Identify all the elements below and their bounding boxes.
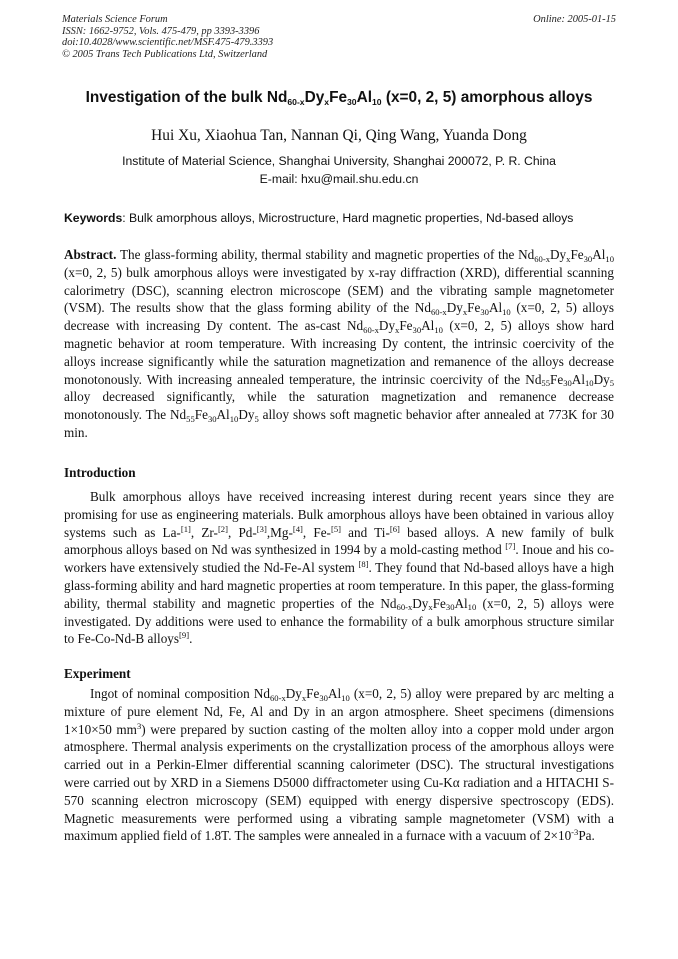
affiliation-block [30,152,648,188]
citation[interactable]: [5] [330,523,341,534]
citation[interactable]: [6] [389,523,400,534]
citation[interactable]: [2] [217,523,228,534]
citation[interactable]: [9] [179,630,190,641]
experiment-heading: Experiment [64,666,131,681]
journal-name: Materials Science Forum [62,14,168,25]
online-date: Online: 2005-01-15 [533,14,616,25]
author-list: Hui Xu, Xiaohua Tan, Nannan Qi, Qing Wang, Yuanda Dong [151,127,527,144]
citation[interactable]: [1] [180,523,191,534]
citation[interactable]: [3] [256,523,267,534]
citation[interactable]: [7] [505,541,516,552]
journal-header [62,14,616,60]
keywords-label: Keywords [64,211,123,225]
abstract-paragraph: Abstract. The glass-forming ability, thermal stability and magnetic properties of the $Nd_{60-x}Dy_xFe_{30}Al_{10}$ (x=0, 2, 5) bulk amorphous alloys were investigated by x-ray diffraction (XRD), differential scanning calorimetry (DSC), scanning electron microscope (SEM) and the vibrating sample magnetometer (VSM). The results show that the glass forming ability of the $Nd_{60-x}Dy_xFe_{30}Al_{10}$ (x=0, 2, 5) alloys decrease with increasing Dy content. The as-cast $Nd_{60-x}Dy_xFe_{30}Al_{10}$ (x=0, 2, 5) alloys show hard magnetic behavior at room temperature. With increasing Dy content, the intrinsic coercivity of the alloys increase significantly while the saturation magnetization and remanence of the alloys decrease monotonously. With increasing annealed temperature, the intrinsic coercivity of the $Nd_{55}Fe_{30}Al_{10}Dy_5$ alloy decreased significantly, while the saturation magnetization and remanence decrease monotonously. The $Nd_{55}Fe_{30}Al_{10}Dy_5$ alloy shows soft magnetic behavior after annealed at 773K for 30 min. [64,247,614,440]
experiment-paragraph: Ingot of nominal composition $Nd_{60-x}Dy_xFe_{30}Al_{10}$ (x=0, 2, 5) alloy were prepared by arc melting a mixture of pure element Nd, Fe, Al and Dy in an argon atmosphere. Sheet specimens (dimensions 1×10×50 $mm^3$) were prepared by suction casting of the molten alloy into a copper mold under argon atmosphere. Thermal analysis experiments on the crystallization process of the amorphous alloys were carried out in a Perkin-Elmer differential scanning calorimeter (DSC). The structural investigations were carried out by XRD in a Siemens D5000 diffractometer using Cu-Kα radiation and a HITACHI S-570 scanning electron microscopy (SEM) equipped with energy dispersive spectroscopy (EDS). Magnetic measurements were performed using a vibrating sample magnetometer (VSM) with a maximum applied field of 1.8T. The samples were annealed in a furnace with a vacuum of $2\times 10^{-3}Pa$. [64,686,615,844]
doi-line[interactable]: doi:10.4028/www.scientific.net/MSF.475-479.3393 [62,37,274,49]
affiliation: Institute of Material Science, Shanghai University, Shanghai 200072, P. R. China [122,154,556,168]
author-email[interactable]: E-mail: hxu@mail.shu.edu.cn [259,172,419,186]
copyright-line: © 2005 Trans Tech Publications Ltd, Switzerland [62,48,268,60]
citation[interactable]: [8] [358,559,369,570]
abstract-label: Abstract. [64,247,117,262]
paper-title: Investigation of the bulk $Nd_{60-x}Dy_xFe_{30}Al_{10}$ (x=0, 2, 5) amorphous alloys [85,89,593,107]
citation[interactable]: [4] [292,523,303,534]
keywords [64,210,614,226]
introduction-paragraph: Bulk amorphous alloys have received increasing interest during recent years since they are promising for use as engineering materials. Bulk amorphous alloys have been obtained in various alloy systems such as La-[1], Zr-[2], Pd-[3],Mg-[4], Fe-[5] and Ti-[6] based alloys. A new family of bulk amorphous alloys based on Nd was synthesized in 1994 by a mold-casting method [7]. Inoue and his co-workers have extensively studied the Nd-Fe-Al system [8]. They found that Nd-based alloys have a high glass-forming ability and hard magnetic properties at room temperature. In this paper, the glass-forming ability, thermal stability and magnetic properties of the $Nd_{60-x}Dy_xFe_{30}Al_{10}$ (x=0, 2, 5) alloys were investigated. Dy additions were used to enhance the formability of a bulk amorphous structure similar to Fe-Co-Nd-B alloys[9]. [64,489,615,647]
issn-line: ISSN: 1662-9752, Vols. 475-479, pp 3393-3396 [62,25,260,37]
keywords-text: : Bulk amorphous alloys, Microstructure, Hard magnetic properties, Nd-based alloys [122,211,574,225]
introduction-heading: Introduction [64,465,136,480]
